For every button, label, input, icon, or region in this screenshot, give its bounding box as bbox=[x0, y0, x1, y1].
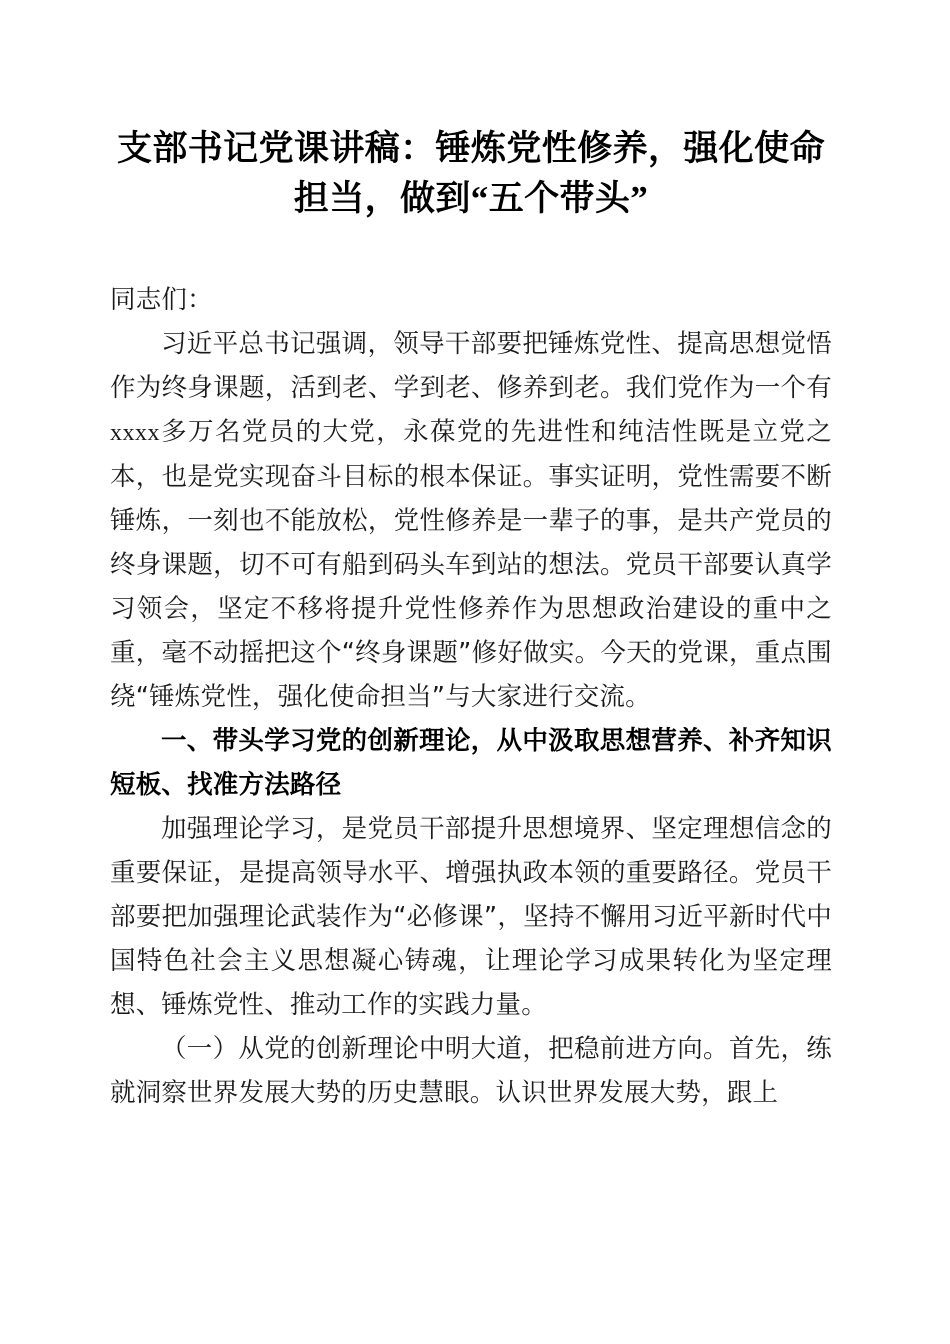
intro-paragraph bbox=[110, 322, 832, 719]
body-paragraph-1: 加强理论学习，是党员干部提升思想境界、坚定理想信念的重要保证，是提高领导水平、增强执政本领的重要路径。党员干部要把加强理论武装作为“必修课”，坚持不懈用习近平新时代中国特色社会主义思想凝心铸魂，让理论学习成果转化为坚定理想、锤炼党性、推动工作的实践力量。 bbox=[110, 814, 832, 1020]
page-title-line-1: 支部书记党课讲稿：锤炼党性修养，强化使命 bbox=[116, 129, 825, 168]
intro-paragraph-part-1: 习近平总书记强调，领导干部要把锤炼党性、提高思想觉悟作为终身课题，活到老、学到老、修养到老。我们党作为一个有 bbox=[110, 329, 832, 403]
section-heading-1: 一、带头学习党的创新理论，从中汲取思想营养、补齐知识短板、找准方法路径 bbox=[110, 726, 832, 800]
page-title bbox=[110, 0, 832, 224]
subsection-paragraph-1: （一）从党的创新理论中明大道，把稳前进方向。首先，练就洞察世界发展大势的历史慧眼。认识世界发展大势，跟上 bbox=[110, 1034, 832, 1108]
party-member-count-placeholder: xxxx bbox=[110, 420, 160, 446]
document-content bbox=[110, 0, 832, 1115]
intro-paragraph-part-2: 多万名党员的大党，永葆党的先进性和纯洁性既是立党之本，也是党实现奋斗目标的根本保证。事实证明，党性需要不断锤炼，一刻也不能放松，党性修养是一辈子的事，是共产党员的终身课题，切不可有船到码头车到站的想法。党员干部要认真学习领会，坚定不移将提升党性修养作为思想政治建设的重中之重，毫不动摇把这个“终身课题”修好做实。今天的党课，重点围绕“锤炼党性，强化使命担当”与大家进行交流。 bbox=[110, 417, 832, 712]
salutation: 同志们： bbox=[110, 285, 213, 315]
page-title-line-2: 担当，做到“五个带头” bbox=[293, 179, 649, 218]
